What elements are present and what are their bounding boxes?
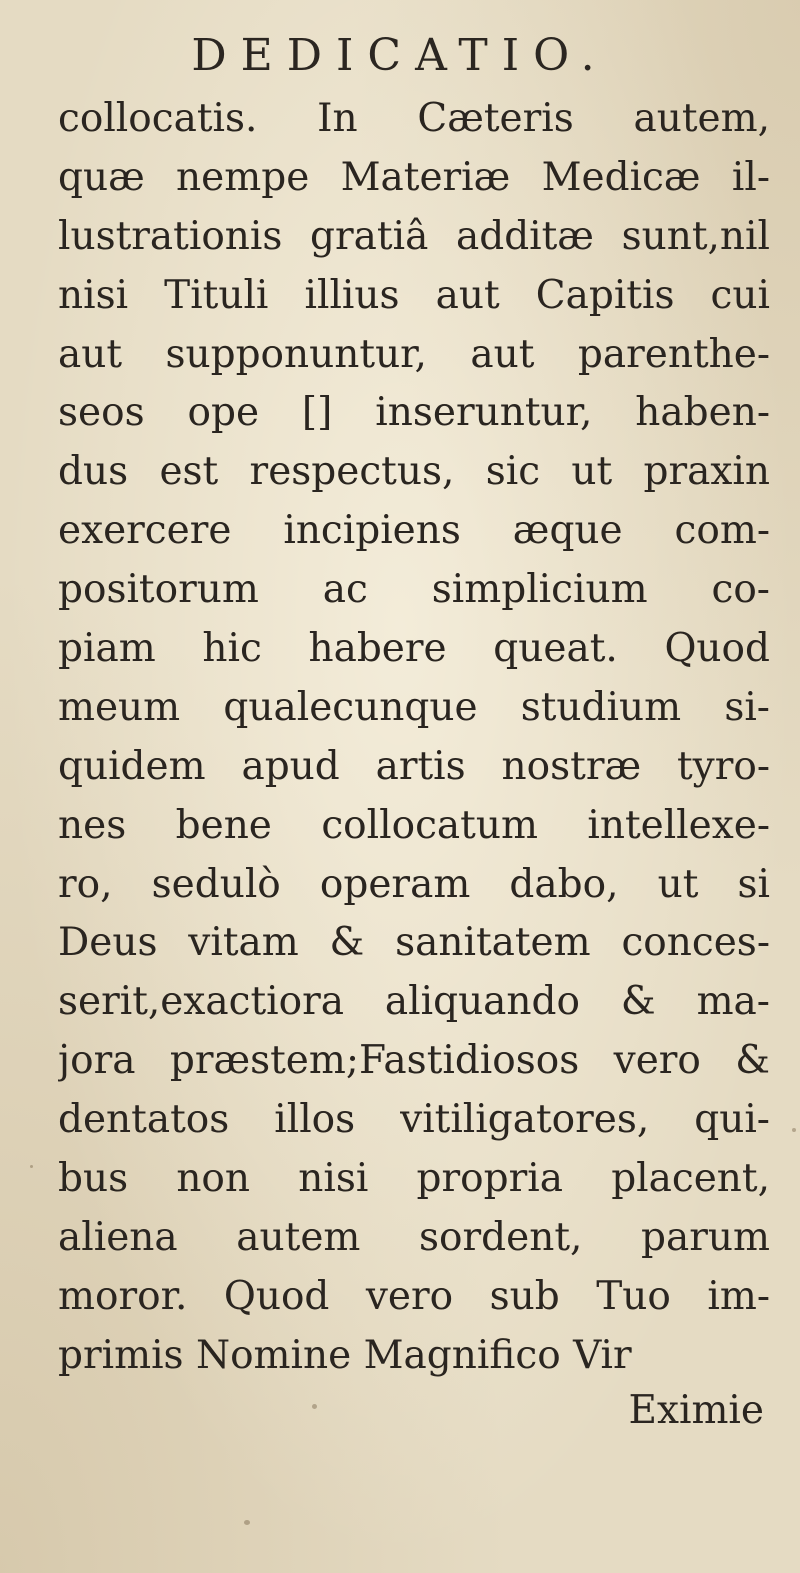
text-line: primis Nomine Magnifico Vir <box>58 1332 632 1378</box>
foxing-spot <box>312 1404 317 1409</box>
text-line: nisi Tituli illius aut Capitis cui <box>58 272 770 318</box>
text-line: moror. Quod vero sub Tuo im- <box>58 1273 770 1319</box>
text-line: serit,exactiora aliquando & ma- <box>58 979 770 1025</box>
foxing-spot <box>792 1128 796 1132</box>
text-line: bus non nisi propria placent, <box>58 1156 770 1202</box>
text-line: meum qualecunque studium si- <box>58 684 770 730</box>
text-line: ro, sedulò operam dabo, ut si <box>58 861 770 907</box>
text-line: quæ nempe Materiæ Medicæ il- <box>58 154 770 200</box>
body-text <box>58 90 770 1386</box>
foxing-spot <box>30 1165 33 1168</box>
text-line: lustrationis gratiâ additæ sunt,nil <box>58 213 770 259</box>
text-line: exercere incipiens æque com- <box>58 508 770 554</box>
text-line: aliena autem sordent, parum <box>58 1214 770 1260</box>
foxing-spot <box>244 1520 250 1525</box>
text-line: seos ope [] inseruntur, haben- <box>58 390 770 436</box>
text-line: aut supponuntur, aut parenthe- <box>58 331 770 377</box>
text-line: nes bene collocatum intellexe- <box>58 802 770 848</box>
text-line: quidem apud artis nostræ tyro- <box>58 743 770 789</box>
text-line: dus est respectus, sic ut praxin <box>58 449 770 495</box>
text-line: Deus vitam & sanitatem conces- <box>58 920 770 966</box>
running-head: DEDICATIO. <box>191 30 609 81</box>
text-line: dentatos illos vitiligatores, qui- <box>58 1097 770 1143</box>
catchword: Eximie <box>628 1388 764 1433</box>
text-line: piam hic habere queat. Quod <box>58 626 770 672</box>
text-line: collocatis. In Cæteris autem, <box>58 96 770 141</box>
text-line: jora præstem;Fastidiosos vero & <box>58 1038 770 1084</box>
text-line: positorum ac simplicium co- <box>58 567 770 613</box>
